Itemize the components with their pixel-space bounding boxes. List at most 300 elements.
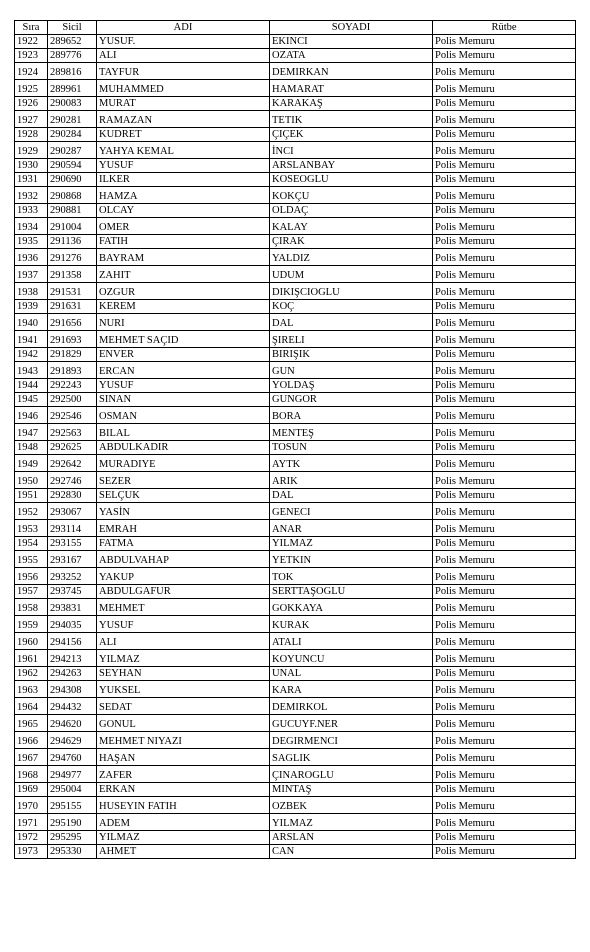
- table-row: [15, 314, 576, 331]
- cell-sicil: 289816: [48, 63, 97, 80]
- cell-adi: MURADIYE: [97, 455, 270, 472]
- cell-sicil: 294263: [48, 667, 97, 681]
- cell-sicil: 294308: [48, 681, 97, 698]
- cell-adi: BILAL: [97, 424, 270, 441]
- table-row: [15, 362, 576, 379]
- cell-soyadi: AYTK: [270, 455, 433, 472]
- cell-soyadi: ARSLAN: [270, 831, 433, 845]
- table-row: [15, 300, 576, 314]
- cell-sicil: 291656: [48, 314, 97, 331]
- cell-adi: GONUL: [97, 715, 270, 732]
- cell-rutbe: Polis Memuru: [433, 331, 576, 348]
- cell-rutbe: Polis Memuru: [433, 159, 576, 173]
- table-row: [15, 283, 576, 300]
- table-row: [15, 568, 576, 585]
- cell-sira: 1932: [15, 187, 48, 204]
- cell-rutbe: Polis Memuru: [433, 814, 576, 831]
- cell-sira: 1928: [15, 128, 48, 142]
- cell-rutbe: Polis Memuru: [433, 204, 576, 218]
- cell-soyadi: DEMIRKOL: [270, 698, 433, 715]
- cell-soyadi: KARAKAŞ: [270, 97, 433, 111]
- cell-soyadi: GUNGOR: [270, 393, 433, 407]
- cell-adi: FATIH: [97, 235, 270, 249]
- cell-sira: 1952: [15, 503, 48, 520]
- cell-adi: MEHMET SAÇID: [97, 331, 270, 348]
- cell-sira: 1966: [15, 732, 48, 749]
- table-row: [15, 348, 576, 362]
- cell-sicil: 289961: [48, 80, 97, 97]
- cell-sira: 1942: [15, 348, 48, 362]
- table-row: [15, 128, 576, 142]
- cell-adi: SEZER: [97, 472, 270, 489]
- cell-sira: 1950: [15, 472, 48, 489]
- cell-sicil: 290594: [48, 159, 97, 173]
- cell-sira: 1962: [15, 667, 48, 681]
- cell-rutbe: Polis Memuru: [433, 379, 576, 393]
- cell-adi: ZAFER: [97, 766, 270, 783]
- table-row: [15, 831, 576, 845]
- cell-adi: YUSUF: [97, 379, 270, 393]
- table-row: [15, 503, 576, 520]
- cell-sicil: 291276: [48, 249, 97, 266]
- cell-rutbe: Polis Memuru: [433, 218, 576, 235]
- cell-sicil: 292243: [48, 379, 97, 393]
- cell-sira: 1945: [15, 393, 48, 407]
- cell-sicil: 295330: [48, 845, 97, 859]
- cell-adi: ABDULVAHAP: [97, 551, 270, 568]
- cell-sicil: 294156: [48, 633, 97, 650]
- cell-adi: OMER: [97, 218, 270, 235]
- cell-soyadi: ŞIRELI: [270, 331, 433, 348]
- cell-sira: 1954: [15, 537, 48, 551]
- cell-sira: 1973: [15, 845, 48, 859]
- cell-soyadi: ATALI: [270, 633, 433, 650]
- cell-sicil: 292500: [48, 393, 97, 407]
- cell-soyadi: ÇINAROGLU: [270, 766, 433, 783]
- cell-adi: ABDULGAFUR: [97, 585, 270, 599]
- header-row: [15, 21, 576, 35]
- cell-sicil: 292642: [48, 455, 97, 472]
- cell-rutbe: Polis Memuru: [433, 63, 576, 80]
- cell-sicil: 291358: [48, 266, 97, 283]
- table-row: [15, 633, 576, 650]
- cell-soyadi: OZATA: [270, 49, 433, 63]
- cell-sira: 1930: [15, 159, 48, 173]
- header-sira: Sıra: [15, 21, 48, 35]
- cell-soyadi: YOLDAŞ: [270, 379, 433, 393]
- cell-sira: 1941: [15, 331, 48, 348]
- cell-sira: 1970: [15, 797, 48, 814]
- table-row: [15, 732, 576, 749]
- cell-adi: FATMA: [97, 537, 270, 551]
- cell-adi: HAŞAN: [97, 749, 270, 766]
- table-row: [15, 111, 576, 128]
- cell-sira: 1968: [15, 766, 48, 783]
- personnel-table: [14, 20, 576, 859]
- cell-adi: OLCAY: [97, 204, 270, 218]
- cell-adi: YAHYA KEMAL: [97, 142, 270, 159]
- cell-sira: 1958: [15, 599, 48, 616]
- cell-soyadi: BORA: [270, 407, 433, 424]
- table-body: [15, 35, 576, 859]
- cell-soyadi: KOÇ: [270, 300, 433, 314]
- cell-adi: ILKER: [97, 173, 270, 187]
- cell-sicil: 290881: [48, 204, 97, 218]
- header-adi: ADI: [97, 21, 270, 35]
- table-row: [15, 489, 576, 503]
- cell-sicil: 293745: [48, 585, 97, 599]
- cell-rutbe: Polis Memuru: [433, 845, 576, 859]
- cell-rutbe: Polis Memuru: [433, 520, 576, 537]
- cell-soyadi: GUN: [270, 362, 433, 379]
- cell-sira: 1967: [15, 749, 48, 766]
- cell-rutbe: Polis Memuru: [433, 314, 576, 331]
- cell-sicil: 290287: [48, 142, 97, 159]
- cell-soyadi: OLDAÇ: [270, 204, 433, 218]
- cell-rutbe: Polis Memuru: [433, 797, 576, 814]
- cell-sicil: 293252: [48, 568, 97, 585]
- cell-sira: 1926: [15, 97, 48, 111]
- cell-sicil: 294432: [48, 698, 97, 715]
- cell-sira: 1949: [15, 455, 48, 472]
- cell-adi: BAYRAM: [97, 249, 270, 266]
- table-row: [15, 537, 576, 551]
- cell-sicil: 289652: [48, 35, 97, 49]
- cell-adi: MUHAMMED: [97, 80, 270, 97]
- table-row: [15, 424, 576, 441]
- cell-soyadi: HAMARAT: [270, 80, 433, 97]
- cell-sicil: 291136: [48, 235, 97, 249]
- table-row: [15, 35, 576, 49]
- cell-adi: AHMET: [97, 845, 270, 859]
- cell-soyadi: MINTAŞ: [270, 783, 433, 797]
- cell-sicil: 293167: [48, 551, 97, 568]
- cell-sicil: 294629: [48, 732, 97, 749]
- cell-soyadi: BIRIŞIK: [270, 348, 433, 362]
- cell-sira: 1961: [15, 650, 48, 667]
- cell-rutbe: Polis Memuru: [433, 732, 576, 749]
- table-row: [15, 616, 576, 633]
- cell-soyadi: TOSUN: [270, 441, 433, 455]
- cell-soyadi: GOKKAYA: [270, 599, 433, 616]
- cell-sira: 1925: [15, 80, 48, 97]
- cell-sira: 1972: [15, 831, 48, 845]
- table-row: [15, 585, 576, 599]
- cell-soyadi: MENTEŞ: [270, 424, 433, 441]
- cell-rutbe: Polis Memuru: [433, 650, 576, 667]
- cell-sicil: 292746: [48, 472, 97, 489]
- table-row: [15, 187, 576, 204]
- cell-sira: 1931: [15, 173, 48, 187]
- cell-sicil: 293831: [48, 599, 97, 616]
- cell-rutbe: Polis Memuru: [433, 489, 576, 503]
- cell-rutbe: Polis Memuru: [433, 783, 576, 797]
- cell-rutbe: Polis Memuru: [433, 766, 576, 783]
- cell-rutbe: Polis Memuru: [433, 441, 576, 455]
- table-row: [15, 783, 576, 797]
- cell-soyadi: ANAR: [270, 520, 433, 537]
- cell-sira: 1963: [15, 681, 48, 698]
- cell-sira: 1955: [15, 551, 48, 568]
- cell-adi: ENVER: [97, 348, 270, 362]
- cell-soyadi: GUCUYF.NER: [270, 715, 433, 732]
- cell-sira: 1969: [15, 783, 48, 797]
- cell-soyadi: DIKIŞCIOGLU: [270, 283, 433, 300]
- cell-adi: RAMAZAN: [97, 111, 270, 128]
- cell-adi: KUDRET: [97, 128, 270, 142]
- cell-rutbe: Polis Memuru: [433, 568, 576, 585]
- table-row: [15, 520, 576, 537]
- cell-sicil: 290284: [48, 128, 97, 142]
- cell-sicil: 294620: [48, 715, 97, 732]
- cell-sicil: 292546: [48, 407, 97, 424]
- cell-adi: MEHMET NIYAZI: [97, 732, 270, 749]
- cell-soyadi: YILMAZ: [270, 537, 433, 551]
- cell-adi: YUSUF: [97, 616, 270, 633]
- cell-sicil: 292830: [48, 489, 97, 503]
- cell-rutbe: Polis Memuru: [433, 187, 576, 204]
- table-row: [15, 204, 576, 218]
- cell-sira: 1951: [15, 489, 48, 503]
- cell-sicil: 291631: [48, 300, 97, 314]
- cell-adi: MURAT: [97, 97, 270, 111]
- header-soyadi: SOYADI: [270, 21, 433, 35]
- cell-adi: ALI: [97, 49, 270, 63]
- cell-sicil: 294035: [48, 616, 97, 633]
- cell-rutbe: Polis Memuru: [433, 173, 576, 187]
- cell-adi: YASİN: [97, 503, 270, 520]
- cell-rutbe: Polis Memuru: [433, 111, 576, 128]
- cell-rutbe: Polis Memuru: [433, 537, 576, 551]
- table-row: [15, 599, 576, 616]
- cell-sira: 1937: [15, 266, 48, 283]
- table-row: [15, 455, 576, 472]
- cell-rutbe: Polis Memuru: [433, 348, 576, 362]
- cell-rutbe: Polis Memuru: [433, 616, 576, 633]
- cell-sicil: 295295: [48, 831, 97, 845]
- table-row: [15, 667, 576, 681]
- cell-sicil: 295155: [48, 797, 97, 814]
- cell-sira: 1929: [15, 142, 48, 159]
- cell-rutbe: Polis Memuru: [433, 455, 576, 472]
- cell-adi: ERCAN: [97, 362, 270, 379]
- table-row: [15, 797, 576, 814]
- cell-soyadi: YALDIZ: [270, 249, 433, 266]
- cell-soyadi: TETIK: [270, 111, 433, 128]
- cell-rutbe: Polis Memuru: [433, 551, 576, 568]
- table-row: [15, 235, 576, 249]
- table-row: [15, 749, 576, 766]
- table-row: [15, 551, 576, 568]
- cell-adi: SELÇUK: [97, 489, 270, 503]
- cell-rutbe: Polis Memuru: [433, 393, 576, 407]
- cell-adi: YILMAZ: [97, 831, 270, 845]
- cell-rutbe: Polis Memuru: [433, 698, 576, 715]
- table-row: [15, 715, 576, 732]
- cell-sira: 1936: [15, 249, 48, 266]
- cell-adi: ABDULKADIR: [97, 441, 270, 455]
- cell-soyadi: KURAK: [270, 616, 433, 633]
- cell-sicil: 293155: [48, 537, 97, 551]
- cell-sicil: 290868: [48, 187, 97, 204]
- cell-sicil: 294760: [48, 749, 97, 766]
- cell-sicil: 291004: [48, 218, 97, 235]
- cell-rutbe: Polis Memuru: [433, 97, 576, 111]
- cell-soyadi: DAL: [270, 314, 433, 331]
- cell-soyadi: EKINCI: [270, 35, 433, 49]
- table-row: [15, 80, 576, 97]
- table-row: [15, 173, 576, 187]
- cell-sira: 1943: [15, 362, 48, 379]
- cell-sira: 1947: [15, 424, 48, 441]
- cell-adi: YAKUP: [97, 568, 270, 585]
- cell-soyadi: ARSLANBAY: [270, 159, 433, 173]
- cell-adi: YILMAZ: [97, 650, 270, 667]
- cell-soyadi: KOKÇU: [270, 187, 433, 204]
- cell-soyadi: KALAY: [270, 218, 433, 235]
- cell-rutbe: Polis Memuru: [433, 266, 576, 283]
- cell-sicil: 295190: [48, 814, 97, 831]
- cell-soyadi: ÇIRAK: [270, 235, 433, 249]
- cell-soyadi: GENECI: [270, 503, 433, 520]
- cell-rutbe: Polis Memuru: [433, 424, 576, 441]
- cell-sira: 1946: [15, 407, 48, 424]
- table-row: [15, 97, 576, 111]
- cell-sira: 1934: [15, 218, 48, 235]
- cell-sicil: 291829: [48, 348, 97, 362]
- cell-soyadi: CAN: [270, 845, 433, 859]
- cell-rutbe: Polis Memuru: [433, 472, 576, 489]
- table-row: [15, 142, 576, 159]
- cell-soyadi: KOSEOGLU: [270, 173, 433, 187]
- cell-soyadi: UNAL: [270, 667, 433, 681]
- table-row: [15, 379, 576, 393]
- cell-soyadi: ÇIÇEK: [270, 128, 433, 142]
- cell-rutbe: Polis Memuru: [433, 249, 576, 266]
- cell-adi: HAMZA: [97, 187, 270, 204]
- cell-sira: 1939: [15, 300, 48, 314]
- cell-adi: KEREM: [97, 300, 270, 314]
- cell-adi: ERKAN: [97, 783, 270, 797]
- cell-soyadi: İNCI: [270, 142, 433, 159]
- cell-soyadi: YETKIN: [270, 551, 433, 568]
- table-row: [15, 766, 576, 783]
- cell-rutbe: Polis Memuru: [433, 142, 576, 159]
- cell-adi: TAYFUR: [97, 63, 270, 80]
- cell-rutbe: Polis Memuru: [433, 585, 576, 599]
- table-row: [15, 845, 576, 859]
- cell-sira: 1948: [15, 441, 48, 455]
- cell-adi: ZAHIT: [97, 266, 270, 283]
- cell-soyadi: KARA: [270, 681, 433, 698]
- cell-soyadi: OZBEK: [270, 797, 433, 814]
- cell-adi: OZGUR: [97, 283, 270, 300]
- cell-rutbe: Polis Memuru: [433, 831, 576, 845]
- cell-rutbe: Polis Memuru: [433, 749, 576, 766]
- cell-rutbe: Polis Memuru: [433, 49, 576, 63]
- cell-sira: 1964: [15, 698, 48, 715]
- cell-sira: 1922: [15, 35, 48, 49]
- cell-rutbe: Polis Memuru: [433, 503, 576, 520]
- cell-soyadi: SERTTAŞOGLU: [270, 585, 433, 599]
- cell-sira: 1960: [15, 633, 48, 650]
- cell-rutbe: Polis Memuru: [433, 407, 576, 424]
- cell-adi: YUKSEL: [97, 681, 270, 698]
- cell-sira: 1957: [15, 585, 48, 599]
- table-row: [15, 814, 576, 831]
- cell-rutbe: Polis Memuru: [433, 80, 576, 97]
- cell-sira: 1944: [15, 379, 48, 393]
- cell-soyadi: TOK: [270, 568, 433, 585]
- cell-adi: HUSEYIN FATIH: [97, 797, 270, 814]
- table-row: [15, 159, 576, 173]
- cell-sicil: 290281: [48, 111, 97, 128]
- cell-adi: SINAN: [97, 393, 270, 407]
- cell-soyadi: DEGIRMENCI: [270, 732, 433, 749]
- table-row: [15, 49, 576, 63]
- cell-sicil: 289776: [48, 49, 97, 63]
- cell-rutbe: Polis Memuru: [433, 128, 576, 142]
- table-row: [15, 393, 576, 407]
- cell-rutbe: Polis Memuru: [433, 667, 576, 681]
- cell-sicil: 295004: [48, 783, 97, 797]
- cell-sira: 1924: [15, 63, 48, 80]
- table-row: [15, 407, 576, 424]
- cell-rutbe: Polis Memuru: [433, 681, 576, 698]
- header-rutbe: Rütbe: [433, 21, 576, 35]
- table-row: [15, 266, 576, 283]
- cell-sicil: 291531: [48, 283, 97, 300]
- cell-sira: 1953: [15, 520, 48, 537]
- cell-sicil: 293114: [48, 520, 97, 537]
- cell-sicil: 291693: [48, 331, 97, 348]
- cell-rutbe: Polis Memuru: [433, 35, 576, 49]
- cell-adi: NURI: [97, 314, 270, 331]
- cell-sicil: 294213: [48, 650, 97, 667]
- table-row: [15, 681, 576, 698]
- cell-soyadi: SAGLIK: [270, 749, 433, 766]
- cell-adi: SEYHAN: [97, 667, 270, 681]
- cell-sira: 1923: [15, 49, 48, 63]
- cell-soyadi: UDUM: [270, 266, 433, 283]
- cell-rutbe: Polis Memuru: [433, 300, 576, 314]
- cell-adi: YUSUF: [97, 159, 270, 173]
- cell-soyadi: YILMAZ: [270, 814, 433, 831]
- cell-sicil: 290690: [48, 173, 97, 187]
- header-sicil: Sicil: [48, 21, 97, 35]
- cell-rutbe: Polis Memuru: [433, 599, 576, 616]
- cell-sicil: 292625: [48, 441, 97, 455]
- cell-sira: 1956: [15, 568, 48, 585]
- cell-adi: YUSUF.: [97, 35, 270, 49]
- cell-adi: SEDAT: [97, 698, 270, 715]
- cell-rutbe: Polis Memuru: [433, 633, 576, 650]
- cell-adi: MEHMET: [97, 599, 270, 616]
- cell-soyadi: KOYUNCU: [270, 650, 433, 667]
- cell-sira: 1965: [15, 715, 48, 732]
- cell-sicil: 290083: [48, 97, 97, 111]
- table-row: [15, 249, 576, 266]
- table-row: [15, 650, 576, 667]
- cell-sicil: 294977: [48, 766, 97, 783]
- cell-sira: 1959: [15, 616, 48, 633]
- cell-soyadi: ARIK: [270, 472, 433, 489]
- cell-soyadi: DAL: [270, 489, 433, 503]
- table-row: [15, 698, 576, 715]
- cell-sira: 1927: [15, 111, 48, 128]
- cell-rutbe: Polis Memuru: [433, 362, 576, 379]
- cell-adi: ADEM: [97, 814, 270, 831]
